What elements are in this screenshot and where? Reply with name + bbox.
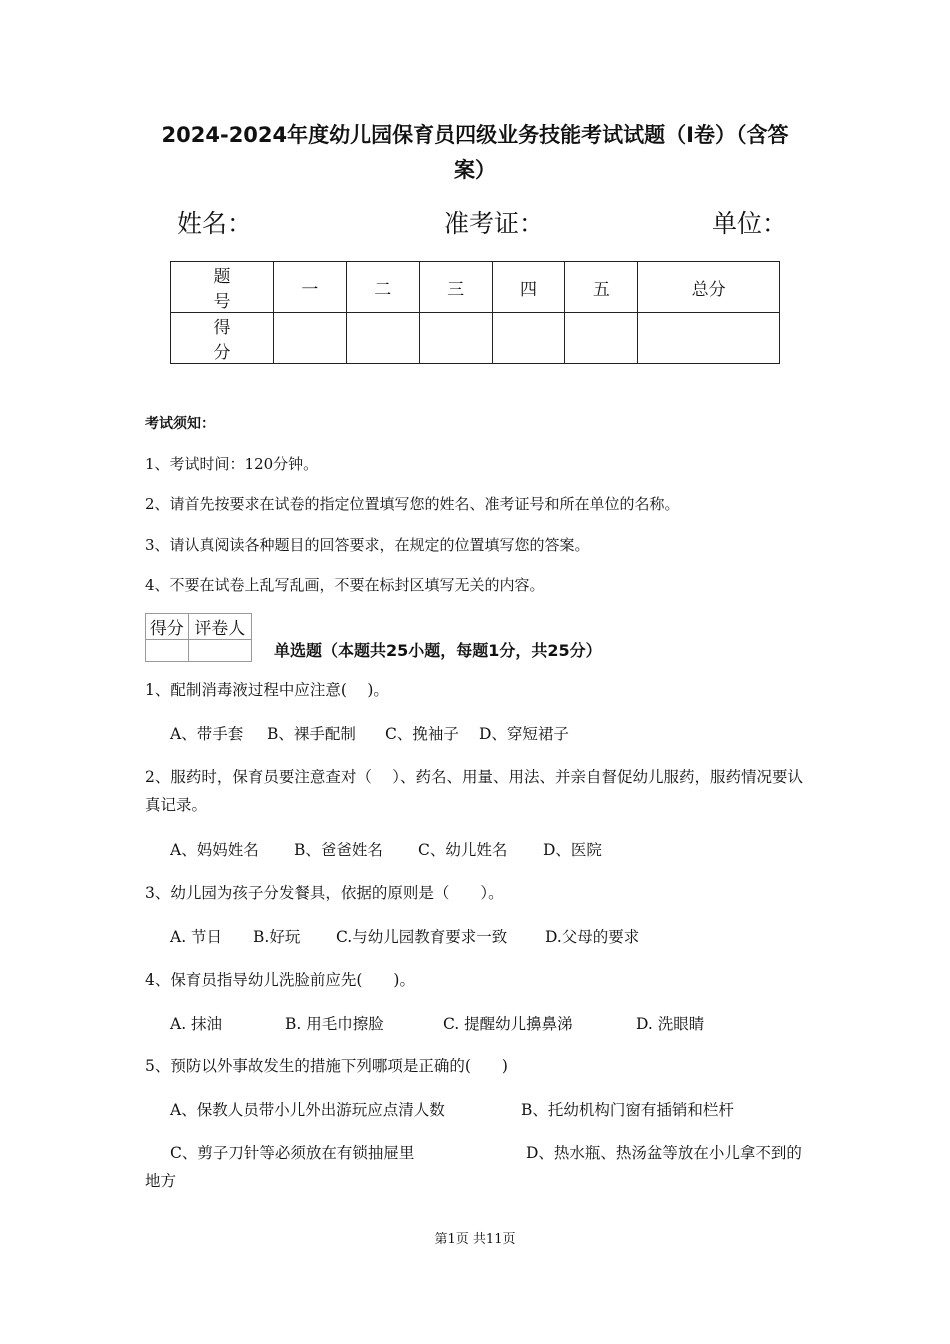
section-title: 单选题（本题共25小题，每题1分，共25分） [274,641,602,660]
question-text: 2、服药时，保育员要注意查对（ ）、药名、用量、用法、并亲自督促幼儿服药，服药情况要认真记录。 [145,768,804,814]
instructions-heading: 考试须知： [145,416,215,432]
question-text: 5、预防以外事故发生的措施下列哪项是正确的( ) [145,1057,508,1075]
option: A、保教人员带小儿外出游玩应点清人数 [170,1101,445,1119]
column-header: 五 [565,262,638,313]
score-cell[interactable] [346,313,419,364]
grader-name-label: 评卷人 [188,614,251,640]
score-label: 得 分 [171,313,274,364]
option: C、挽袖子 [385,725,459,743]
grader-score-label: 得分 [146,614,189,640]
column-header: 总分 [638,262,780,313]
option: C、幼儿姓名 [418,841,508,859]
option: A、妈妈姓名 [170,841,259,859]
option: D、穿短裙子 [479,725,569,743]
question-options [170,838,602,860]
instruction-item: 3、请认真阅读各种题目的回答要求，在规定的位置填写您的答案。 [145,536,590,554]
question-number-label: 题 号 [171,262,274,313]
option: D. 洗眼睛 [636,1015,705,1033]
option: A、带手套 [170,725,244,743]
option: B.好玩 [253,928,301,946]
title-line-2: 案） [454,158,496,182]
column-header: 二 [346,262,419,313]
instruction-item: 4、不要在试卷上乱写乱画，不要在标封区填写无关的内容。 [145,576,545,594]
page-footer: 第1页 共11页 [434,1232,516,1247]
question-text: 3、幼儿园为孩子分发餐具，依据的原则是（ ）。 [145,884,504,902]
option: C. 提醒幼儿擤鼻涕 [443,1015,573,1033]
score-table [170,261,780,364]
option: D.父母的要求 [545,928,640,946]
question-text: 4、保育员指导幼儿洗脸前应先( )。 [145,971,415,989]
option: C、剪子刀针等必须放在有锁抽屉里 [170,1144,415,1162]
option: B、托幼机构门窗有插销和栏杆 [521,1101,734,1119]
grader-table [145,613,252,662]
score-cell[interactable] [419,313,492,364]
instruction-item: 1、考试时间：120分钟。 [145,455,319,473]
score-table-score-row [171,313,780,364]
option: D、医院 [543,841,602,859]
question-options [170,1012,704,1034]
unit-label: 单位： [712,209,788,238]
option: C.与幼儿园教育要求一致 [336,928,508,946]
question-text: 1、配制消毒液过程中应注意( )。 [145,681,389,699]
score-cell[interactable] [638,313,780,364]
column-header: 一 [274,262,347,313]
column-header: 三 [419,262,492,313]
question-options [170,925,639,947]
option: A. 节日 [170,928,223,946]
option: B. 用毛巾擦脸 [285,1015,384,1033]
score-table-header-row [171,262,780,313]
score-cell[interactable] [492,313,565,364]
score-cell[interactable] [274,313,347,364]
instruction-item: 2、请首先按要求在试卷的指定位置填写您的姓名、准考证号和所在单位的名称。 [145,495,680,513]
grader-score-cell[interactable] [146,640,189,662]
column-header: 四 [492,262,565,313]
grader-name-cell[interactable] [188,640,251,662]
question-options [170,1098,734,1120]
option: D、热水瓶、热汤盆等放在小儿拿不到的地方 [145,1144,802,1190]
option: B、爸爸姓名 [294,841,383,859]
question-options-wrapped [145,1139,810,1195]
option: A. 抹油 [170,1015,223,1033]
question-options [170,722,569,744]
option: B、裸手配制 [267,725,356,743]
exam-id-label: 准考证： [444,209,545,238]
name-label: 姓名： [177,209,253,238]
title-line-1: 2024-2024年度幼儿园保育员四级业务技能考试试题（I卷）（含答 [161,123,789,147]
document-title [140,118,810,188]
score-cell[interactable] [565,313,638,364]
